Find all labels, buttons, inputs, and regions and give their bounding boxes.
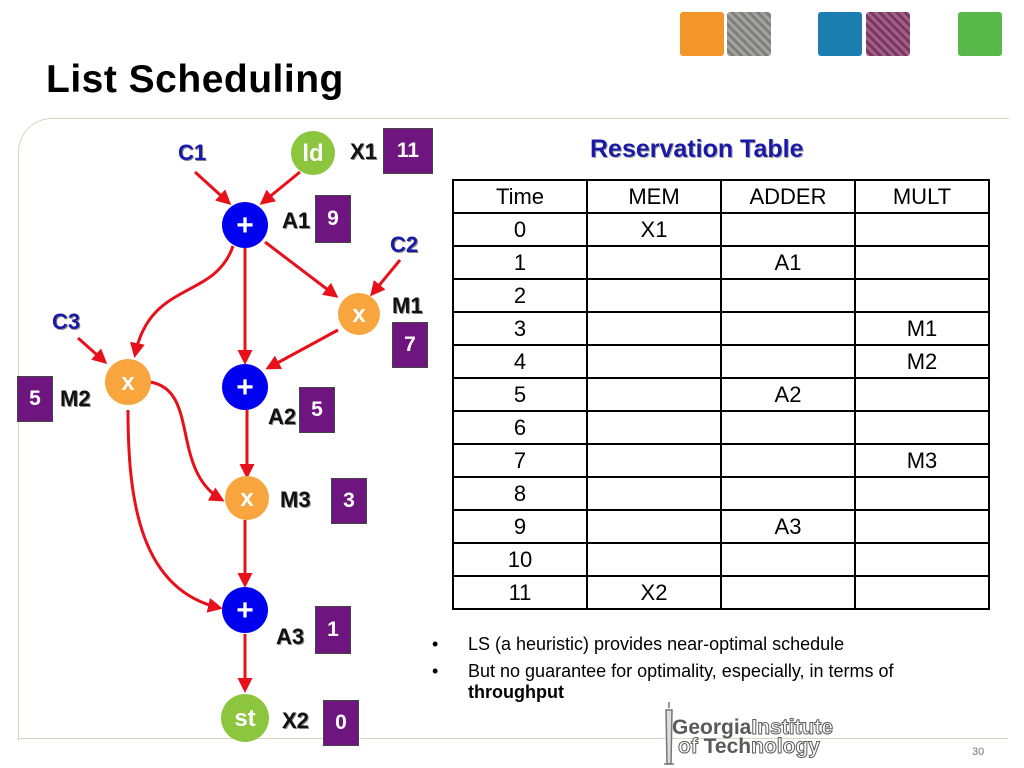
node-symbol-st: st: [234, 705, 256, 732]
edge-m2-a3: [128, 410, 220, 608]
table-cell: 9: [453, 510, 587, 543]
edge-c3-m2: [78, 338, 105, 362]
table-cell: [855, 246, 989, 279]
table-cell: [721, 213, 855, 246]
edge-c1-a1: [195, 172, 229, 203]
table-cell: 8: [453, 477, 587, 510]
table-cell: [587, 510, 721, 543]
table-cell: [721, 345, 855, 378]
reservation-table: [452, 179, 990, 610]
priority-a3: 1: [315, 606, 351, 654]
label-m3: M3: [280, 487, 311, 512]
table-row: [453, 411, 989, 444]
table-cell: 11: [453, 576, 587, 609]
table-cell: [587, 345, 721, 378]
table-cell: 5: [453, 378, 587, 411]
bullet-text: But no guarantee for optimality, especially, in terms of: [468, 661, 894, 681]
label-m1: M1: [392, 293, 423, 318]
bullet-dot: •: [432, 661, 439, 681]
column-header: Time: [453, 180, 587, 213]
table-cell: A2: [721, 378, 855, 411]
label-m2: M2: [60, 386, 91, 411]
table-cell: A3: [721, 510, 855, 543]
table-cell: [855, 411, 989, 444]
table-cell: [587, 477, 721, 510]
table-cell: [855, 378, 989, 411]
logo-text-institute: Institute: [751, 716, 834, 739]
logo-text-tech: Tech: [703, 735, 752, 758]
label-a1: A1: [282, 208, 311, 233]
table-cell: 3: [453, 312, 587, 345]
label-a3: A3: [276, 624, 305, 649]
table-cell: 2: [453, 279, 587, 312]
table-row: [453, 477, 989, 510]
reservation-table-title: Reservation Table: [590, 135, 804, 163]
table-cell: [587, 312, 721, 345]
table-cell: 4: [453, 345, 587, 378]
node-symbol-m1: x: [352, 301, 366, 328]
priority-x1: 11: [383, 128, 433, 174]
priority-a2: 5: [299, 387, 335, 433]
table-cell: [587, 543, 721, 576]
table-cell: [587, 279, 721, 312]
table-row: [453, 246, 989, 279]
node-symbol-a1: +: [236, 209, 254, 242]
column-header: ADDER: [721, 180, 855, 213]
table-row: [453, 279, 989, 312]
node-symbol-ld: ld: [302, 140, 324, 167]
table-cell: M3: [855, 444, 989, 477]
node-symbol-m3: x: [240, 485, 254, 512]
priority-a1: 9: [315, 195, 351, 243]
table-row: [453, 510, 989, 543]
node-symbol-a2: +: [236, 371, 254, 404]
label-a2: A2: [268, 404, 297, 429]
table-row: [453, 444, 989, 477]
table-cell: [721, 444, 855, 477]
table-cell: [721, 477, 855, 510]
constant-c1: C1: [178, 140, 207, 165]
edge-m2-m3: [150, 382, 222, 500]
priority-m3: 3: [331, 478, 367, 524]
constant-c2: C2: [390, 232, 419, 257]
table-cell: [855, 543, 989, 576]
table-row: [453, 312, 989, 345]
bullet-bold-text: throughput: [468, 682, 564, 702]
node-symbol-m2: x: [121, 369, 135, 396]
priority-x2: 0: [323, 700, 359, 746]
list-item: [432, 661, 894, 703]
table-cell: [721, 411, 855, 444]
label-x2: X2: [282, 708, 309, 733]
constant-c3: C3: [52, 309, 81, 334]
table-cell: 7: [453, 444, 587, 477]
table-cell: M1: [855, 312, 989, 345]
table-cell: [855, 477, 989, 510]
table-cell: [855, 213, 989, 246]
table-cell: [587, 378, 721, 411]
column-header: MULT: [855, 180, 989, 213]
edge-ld-a1: [262, 172, 300, 203]
page-number: 30: [972, 746, 985, 758]
edge-a1-m1: [265, 242, 336, 296]
table-row: [453, 213, 989, 246]
table-cell: [587, 246, 721, 279]
table-cell: [721, 576, 855, 609]
table-cell: A1: [721, 246, 855, 279]
bullet-dot: •: [432, 634, 439, 654]
table-header-row: [453, 180, 989, 213]
bullet-text: LS (a heuristic) provides near-optimal schedule: [468, 634, 845, 654]
table-cell: X1: [587, 213, 721, 246]
edge-a1-m2: [135, 246, 233, 355]
table-row: [453, 345, 989, 378]
table-cell: 0: [453, 213, 587, 246]
edge-m1-a2: [268, 330, 338, 368]
table-cell: 10: [453, 543, 587, 576]
edge-c2-m1: [372, 260, 400, 294]
column-header: MEM: [587, 180, 721, 213]
table-cell: [721, 279, 855, 312]
table-cell: [855, 576, 989, 609]
logo-text-nology: nology: [751, 735, 820, 758]
priority-m1: 7: [392, 322, 428, 368]
label-x1: X1: [350, 139, 377, 164]
table-cell: [721, 543, 855, 576]
table-cell: [855, 510, 989, 543]
node-symbol-a3: +: [236, 594, 254, 627]
table-cell: [587, 411, 721, 444]
table-cell: [855, 279, 989, 312]
table-cell: X2: [587, 576, 721, 609]
table-cell: 6: [453, 411, 587, 444]
table-cell: [587, 444, 721, 477]
logo-text-of: of: [678, 735, 704, 758]
table-cell: [721, 312, 855, 345]
bullet-list: [432, 634, 894, 709]
logo-text-georgia: Georgia: [672, 716, 752, 739]
table-cell: 1: [453, 246, 587, 279]
table-row: [453, 543, 989, 576]
list-item: [432, 634, 894, 655]
table-row: [453, 378, 989, 411]
table-cell: M2: [855, 345, 989, 378]
priority-m2: 5: [17, 376, 53, 422]
slide-title: List Scheduling: [46, 58, 344, 101]
table-row: [453, 576, 989, 609]
